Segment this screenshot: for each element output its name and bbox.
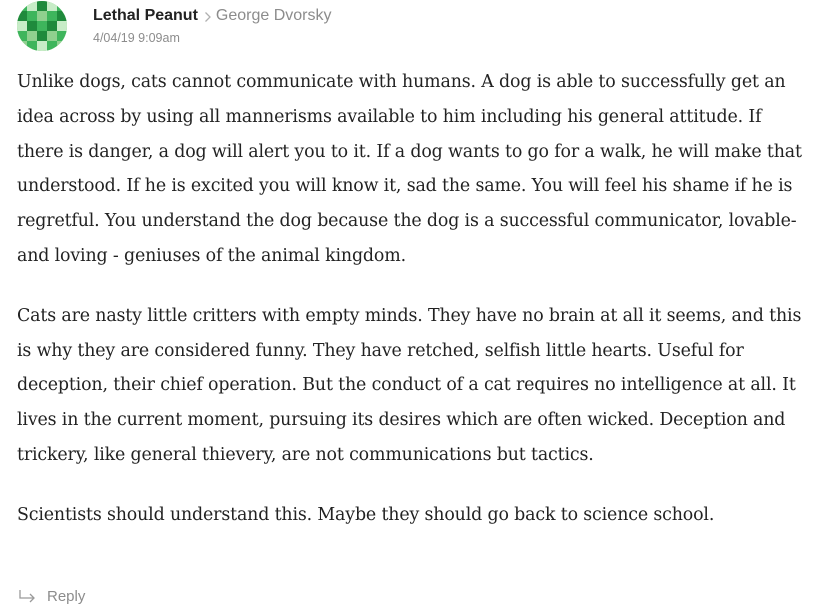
reply-button[interactable] (17, 588, 85, 605)
reply-arrow-icon (17, 589, 37, 605)
timestamp[interactable]: 4/04/19 9:09am (93, 31, 180, 45)
comment-paragraph: Unlike dogs, cats cannot communicate with humans. A dog is able to successfully get an idea across by using all mannerisms available to him including his general attitude. If there is danger, a dog will alert you to it. If a dog wants to go for a walk, he will make that understood. If he is excited you will know it, sad the same. You will feel his shame if he is regretful. You understand the dog because the dog is a successful communicator, lovable- and loving - geniuses of the animal kingdom. (17, 72, 802, 266)
comment-paragraph: Cats are nasty little critters with empty minds. They have no brain at all it seems, and this is why they are considered funny. They have retched, selfish little hearts. Useful for deception, their chief operation. But the conduct of a cat requires no intelligence at all. It lives in the current moment, pursuing its desires which are often wicked. Deception and trickery, like general thievery, are not communications but tactics. (17, 305, 802, 465)
author-line (93, 5, 332, 27)
reply-to-author[interactable]: George Dvorsky (215, 7, 332, 24)
author-name[interactable]: Lethal Peanut (93, 7, 198, 24)
chevron-right-icon (204, 10, 212, 22)
avatar[interactable] (17, 1, 67, 51)
comment-paragraph: Scientists should understand this. Maybe they should go back to science school. (17, 504, 715, 525)
comment-body (17, 65, 812, 558)
identicon-avatar-icon (17, 1, 67, 51)
reply-label: Reply (47, 588, 86, 605)
